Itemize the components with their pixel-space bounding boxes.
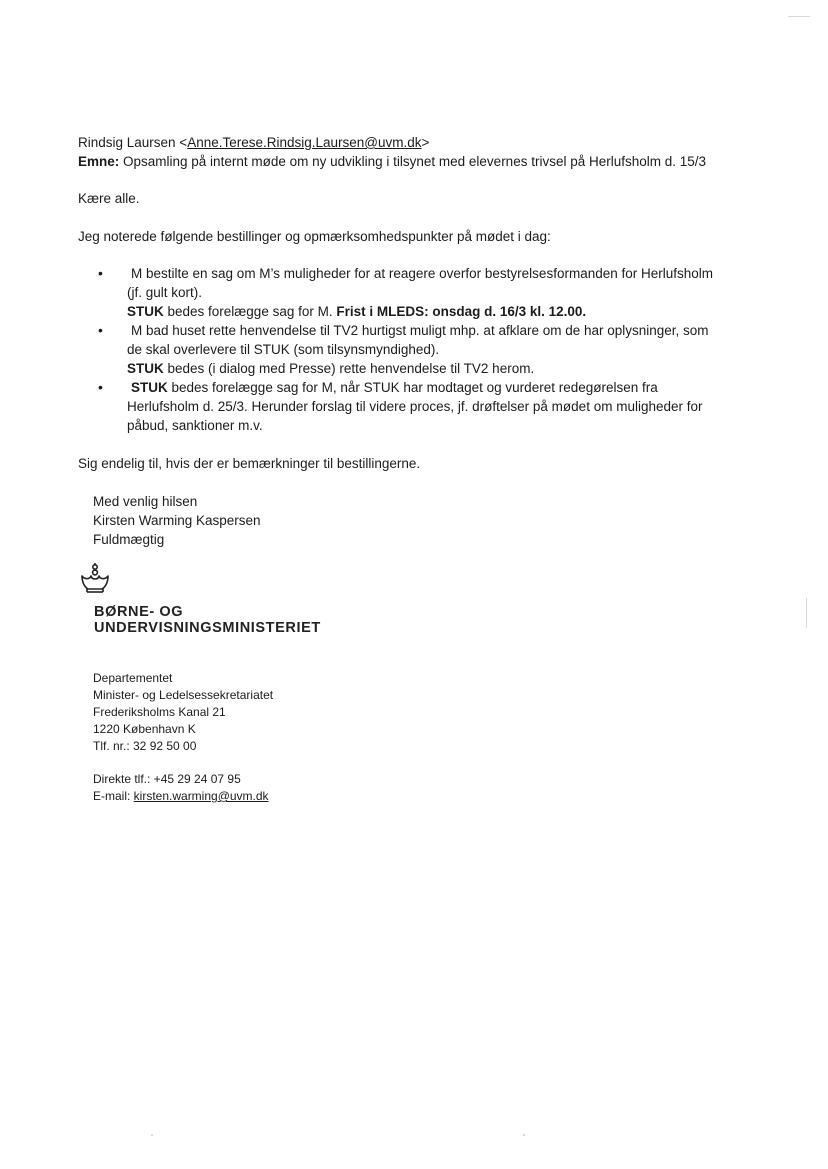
ministry-line-2: UNDERVISNINGSMINISTERIET bbox=[94, 620, 321, 636]
action-list bbox=[78, 264, 758, 435]
department-city: 1220 København K bbox=[93, 722, 196, 736]
ministry-logo-text bbox=[94, 604, 321, 636]
item-2-line-3 bbox=[127, 359, 758, 378]
contact-block bbox=[93, 771, 269, 805]
scan-mark bbox=[806, 598, 807, 628]
item-2-line-2: de skal overlevere til STUK (som tilsynsmyndighed). bbox=[127, 342, 440, 357]
item-2-line-1: M bad huset rette henvendelse til TV2 hurtigst muligt mhp. at afklare om de har oplysninger, som bbox=[131, 323, 709, 338]
department-phone: Tlf. nr.: 32 92 50 00 bbox=[93, 739, 197, 753]
greeting: Kære alle. bbox=[78, 191, 140, 206]
item-2-stuk: STUK bbox=[127, 361, 164, 376]
from-name: Rindsig Laursen < bbox=[78, 135, 188, 150]
list-item bbox=[78, 321, 758, 378]
item-1-line-1: M bestilte en sag om M’s muligheder for at reagere overfor bestyrelsesformanden for Herlufsholm bbox=[131, 266, 714, 281]
bullet-icon: • bbox=[98, 265, 103, 281]
list-item bbox=[78, 264, 758, 321]
item-3-rest: bedes forelægge sag for M, når STUK har modtaget og vurderet redegørelsen fra bbox=[167, 380, 658, 395]
department-name: Departementet bbox=[93, 671, 173, 685]
scan-mark bbox=[523, 1134, 525, 1136]
item-3-line-1 bbox=[127, 378, 658, 397]
signer-name: Kirsten Warming Kaspersen bbox=[93, 513, 261, 528]
email-link[interactable]: kirsten.warming@uvm.dk bbox=[133, 789, 269, 803]
item-3-line-3: påbud, sanktioner m.v. bbox=[127, 418, 263, 433]
item-1-deadline: Frist i MLEDS: onsdag d. 16/3 kl. 12.00. bbox=[336, 304, 587, 319]
item-3-stuk: STUK bbox=[131, 380, 168, 395]
subject-text: Opsamling på internt møde om ny udvikling i tilsynet med elevernes trivsel på Herlufsholm d. 15/3 bbox=[119, 154, 707, 169]
department-unit: Minister- og Ledelsessekretariatet bbox=[93, 688, 274, 702]
ministry-line-1: BØRNE- OG bbox=[94, 604, 184, 620]
item-3-line-2: Herlufsholm d. 25/3. Herunder forslag til videre proces, jf. drøftelser på mødet om muligheder for bbox=[127, 399, 703, 414]
subject-label: Emne: bbox=[78, 154, 120, 169]
scan-mark bbox=[151, 1134, 153, 1136]
subject-line bbox=[78, 153, 706, 171]
list-item bbox=[78, 378, 758, 435]
regards-text: Med venlig hilsen bbox=[93, 494, 198, 509]
signer-title: Fuldmægtig bbox=[93, 532, 165, 547]
closing-text: Sig endelig til, hvis der er bemærkninger til bestillingerne. bbox=[78, 456, 421, 471]
email-line bbox=[93, 788, 269, 805]
item-2-rest: bedes (i dialog med Presse) rette henvendelse til TV2 herom. bbox=[163, 361, 535, 376]
item-1-line-3 bbox=[127, 302, 758, 321]
bullet-icon: • bbox=[98, 379, 103, 395]
from-line bbox=[78, 134, 429, 152]
from-end: > bbox=[421, 135, 430, 150]
crown-icon bbox=[78, 562, 112, 596]
direct-phone: Direkte tlf.: +45 29 24 07 95 bbox=[93, 772, 241, 786]
department-block bbox=[93, 670, 273, 755]
department-street: Frederiksholms Kanal 21 bbox=[93, 705, 226, 719]
item-1-stuk: STUK bbox=[127, 304, 164, 319]
scan-mark bbox=[788, 16, 810, 17]
bullet-icon: • bbox=[98, 322, 103, 338]
item-1-rest: bedes forelægge sag for M. bbox=[163, 304, 337, 319]
item-1-line-2: (jf. gult kort). bbox=[127, 285, 203, 300]
intro-text: Jeg noterede følgende bestillinger og opmærksomhedspunkter på mødet i dag: bbox=[78, 229, 551, 244]
from-email-link[interactable]: Anne.Terese.Rindsig.Laursen@uvm.dk bbox=[187, 135, 422, 150]
email-label: E-mail: bbox=[93, 789, 134, 803]
